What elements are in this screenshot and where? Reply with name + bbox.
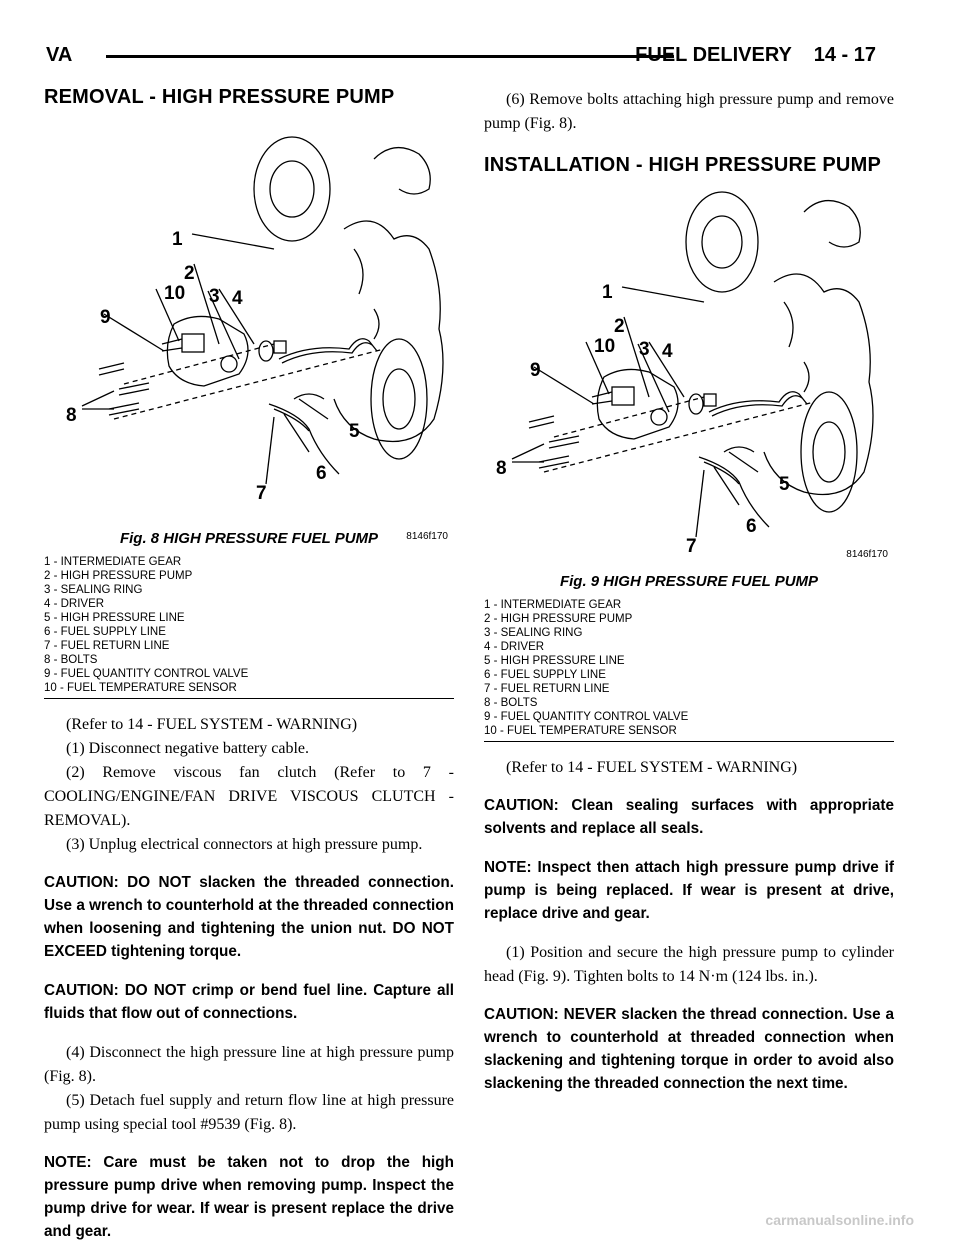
legend-item: 6 - FUEL SUPPLY LINE [484, 669, 606, 681]
legend-item: 10 - FUEL TEMPERATURE SENSOR [44, 682, 237, 694]
header-right: FUEL DELIVERY 14 - 17 [635, 44, 876, 66]
callout-7: 7 [686, 536, 697, 557]
legend-item: 4 - DRIVER [484, 641, 545, 653]
figure-8-caption: Fig. 8 HIGH PRESSURE FUEL PUMP [119, 530, 379, 547]
callout-2: 2 [614, 316, 625, 337]
removal-caution-1: CAUTION: DO NOT slacken the threaded connection. Use a wrench to counterhold at the threaded connection when loosening and tightening the union nut. DO NOT EXCEED tightening torque. [44, 874, 454, 960]
callout-4: 4 [232, 288, 243, 309]
removal-step-6: (6) Remove bolts attaching high pressure pump and remove pump (Fig. 8). [484, 91, 894, 132]
removal-step-2: (2) Remove viscous fan clutch (Refer to 7 - COOLING/ENGINE/FAN DRIVE VISCOUS CLUTCH - REMOVAL). [44, 764, 454, 829]
legend-item: 9 - FUEL QUANTITY CONTROL VALVE [484, 711, 689, 723]
legend-item: 3 - SEALING RING [484, 627, 583, 639]
figure-code: 8146f170 [846, 549, 888, 560]
figure-9-legend [484, 598, 894, 742]
callout-8: 8 [66, 405, 77, 426]
header-rule [106, 55, 674, 58]
removal-step-5: (5) Detach fuel supply and return flow line at high pressure pump using special tool #9539 (Fig. 8). [44, 1092, 454, 1133]
installation-heading: INSTALLATION - HIGH PRESSURE PUMP [484, 154, 881, 176]
removal-note-1: NOTE: Care must be taken not to drop the high pressure pump drive when removing pump. Inspect the pump drive for wear. If wear is present replace the drive and gear. [44, 1154, 454, 1240]
legend-item: 9 - FUEL QUANTITY CONTROL VALVE [44, 668, 249, 680]
removal-reference: (Refer to 14 - FUEL SYSTEM - WARNING) [66, 716, 358, 733]
legend-item: 2 - HIGH PRESSURE PUMP [44, 570, 193, 582]
legend-item: 5 - HIGH PRESSURE LINE [484, 655, 625, 667]
legend-item: 8 - BOLTS [484, 697, 538, 709]
callout-10: 10 [594, 336, 616, 357]
legend-item: 2 - HIGH PRESSURE PUMP [484, 613, 633, 625]
callout-6: 6 [316, 463, 327, 484]
legend-item: 10 - FUEL TEMPERATURE SENSOR [484, 725, 677, 737]
legend-item: 1 - INTERMEDIATE GEAR [44, 556, 182, 568]
callout-9: 9 [530, 360, 541, 381]
legend-item: 1 - INTERMEDIATE GEAR [484, 599, 622, 611]
right-column [484, 88, 894, 1111]
legend-item: 5 - HIGH PRESSURE LINE [44, 612, 185, 624]
installation-note-1: NOTE: Inspect then attach high pressure pump drive if pump is being replaced. If wear is present at drive, replace drive and gear. [484, 859, 894, 922]
callout-2: 2 [184, 263, 195, 284]
callout-10: 10 [164, 283, 186, 304]
callout-3: 3 [639, 339, 650, 360]
figure-8-legend [44, 555, 454, 699]
header-left: VA [46, 44, 73, 66]
figure-code: 8146f170 [406, 531, 448, 542]
installation-reference: (Refer to 14 - FUEL SYSTEM - WARNING) [506, 759, 798, 776]
pump-illustration-fig8 [44, 119, 454, 524]
callout-3: 3 [209, 286, 220, 307]
installation-caution-2: CAUTION: NEVER slacken the thread connection. Use a wrench to counterhold at threaded connection when slackening and tightening torque in order to avoid also slackening the threaded connection the next time. [484, 1006, 894, 1092]
callout-7: 7 [256, 483, 267, 504]
removal-step-4: (4) Disconnect the high pressure line at high pressure pump (Fig. 8). [44, 1044, 454, 1085]
watermark-text: carmanualsonline.info [765, 1212, 914, 1228]
legend-item: 6 - FUEL SUPPLY LINE [44, 626, 166, 638]
removal-caution-2: CAUTION: DO NOT crimp or bend fuel line. Capture all fluids that flow out of connections. [44, 982, 454, 1022]
left-column [44, 86, 454, 1259]
callout-1: 1 [172, 229, 183, 250]
callout-8: 8 [496, 458, 507, 479]
legend-item: 4 - DRIVER [44, 598, 105, 610]
callout-6: 6 [746, 516, 757, 537]
figure-9-caption: Fig. 9 HIGH PRESSURE FUEL PUMP [559, 573, 819, 590]
legend-item: 7 - FUEL RETURN LINE [484, 683, 610, 695]
removal-step-1: (1) Disconnect negative battery cable. [66, 740, 309, 757]
legend-item: 7 - FUEL RETURN LINE [44, 640, 170, 652]
removal-heading: REMOVAL - HIGH PRESSURE PUMP [44, 86, 395, 108]
callout-5: 5 [779, 474, 790, 495]
removal-step-3: (3) Unplug electrical connectors at high pressure pump. [66, 836, 423, 853]
callout-5: 5 [349, 421, 360, 442]
installation-step-1: (1) Position and secure the high pressure pump to cylinder head (Fig. 9). Tighten bolts to 14 N·m (124 lbs. in.). [484, 944, 894, 985]
legend-item: 3 - SEALING RING [44, 584, 143, 596]
figure-9 [484, 187, 894, 567]
pump-illustration-fig9 [484, 187, 894, 567]
legend-item: 8 - BOLTS [44, 654, 98, 666]
callout-4: 4 [662, 341, 673, 362]
installation-caution-1: CAUTION: Clean sealing surfaces with appropriate solvents and replace all seals. [484, 797, 894, 837]
callout-9: 9 [100, 307, 111, 328]
callout-1: 1 [602, 282, 613, 303]
